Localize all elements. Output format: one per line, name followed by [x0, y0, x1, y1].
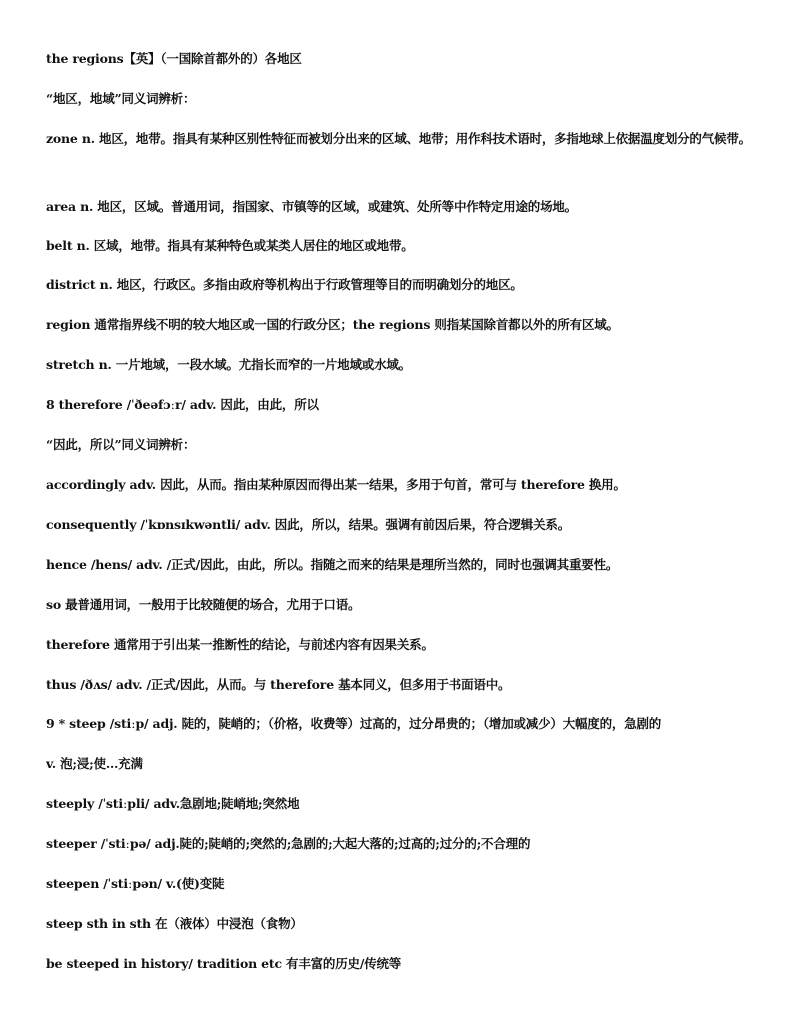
text-line-stretch: stretch n. 一片地域，一段水域。尤指长而窄的一片地域或水域。	[46, 357, 411, 372]
text-line-zone: zone n. 地区，地带。指具有某种区别性特征而被划分出来的区域、地带；用作科技术语时，多指地球上依据温度划分的气候带。	[46, 131, 751, 146]
text-line-so: so 最普通用词，一般用于比较随便的场合，尤用于口语。	[46, 597, 361, 612]
text-line-steeper: steeper /ˈstiːpə/ adj.陡的;陡峭的;突然的;急剧的;大起大落的;过高的;过分的;不合理的	[46, 836, 531, 851]
text-line-therefore-synonyms-heading: “因此，所以”同义词辨析：	[46, 437, 196, 452]
text-line-regions-plural: the regions【英】（一国除首都外的）各地区	[46, 51, 302, 66]
text-line-hence: hence /hens/ adv. /正式/因此，由此，所以。指随之而来的结果是理所当然的，同时也强调其重要性。	[46, 557, 619, 572]
text-line-belt: belt n. 区域，地带。指具有某种特色或某类人居住的地区或地带。	[46, 238, 414, 253]
text-line-region-synonyms-heading: “地区，地域”同义词辨析：	[46, 91, 196, 106]
text-line-steep-entry: 9 * steep /stiːp/ adj. 陡的，陡峭的；（价格，收费等）过高的，过分昂贵的；（增加或减少）大幅度的，急剧的	[46, 716, 662, 731]
text-line-accordingly: accordingly adv. 因此，从而。指由某种原因而得出某一结果，多用于句首，常可与 therefore 换用。	[46, 477, 626, 492]
text-line-therefore-usage: therefore 通常用于引出某一推断性的结论，与前述内容有因果关系。	[46, 637, 434, 652]
text-line-steeply: steeply /ˈstiːpli/ adv.急剧地;陡峭地;突然地	[46, 796, 300, 811]
text-line-area: area n. 地区，区域。普通用词，指国家、市镇等的区域，或建筑、处所等中作特定用途的场地。	[46, 199, 577, 214]
text-line-steepen: steepen /ˈstiːpən/ v.(使)变陡	[46, 876, 225, 891]
text-line-region: region 通常指界线不明的较大地区或一国的行政分区；the regions 则指某国除首都以外的所有区域。	[46, 317, 619, 332]
text-line-district: district n. 地区，行政区。多指由政府等机构出于行政管理等目的而明确划分的地区。	[46, 277, 523, 292]
text-line-consequently: consequently /ˈkɒnsɪkwəntli/ adv. 因此，所以，结果。强调有前因后果，符合逻辑关系。	[46, 517, 571, 532]
text-line-steep-verb: v. 泡;浸;使…充满	[46, 756, 143, 771]
text-line-thus: thus /ðʌs/ adv. /正式/因此，从而。与 therefore 基本同义，但多用于书面语中。	[46, 677, 511, 692]
text-line-therefore-entry: 8 therefore /ˈðeəfɔːr/ adv. 因此，由此，所以	[46, 397, 319, 412]
text-line-be-steeped-in: be steeped in history/ tradition etc 有丰富的历史/传统等	[46, 956, 402, 971]
text-line-steep-in: steep sth in sth 在（液体）中浸泡（食物）	[46, 916, 303, 931]
